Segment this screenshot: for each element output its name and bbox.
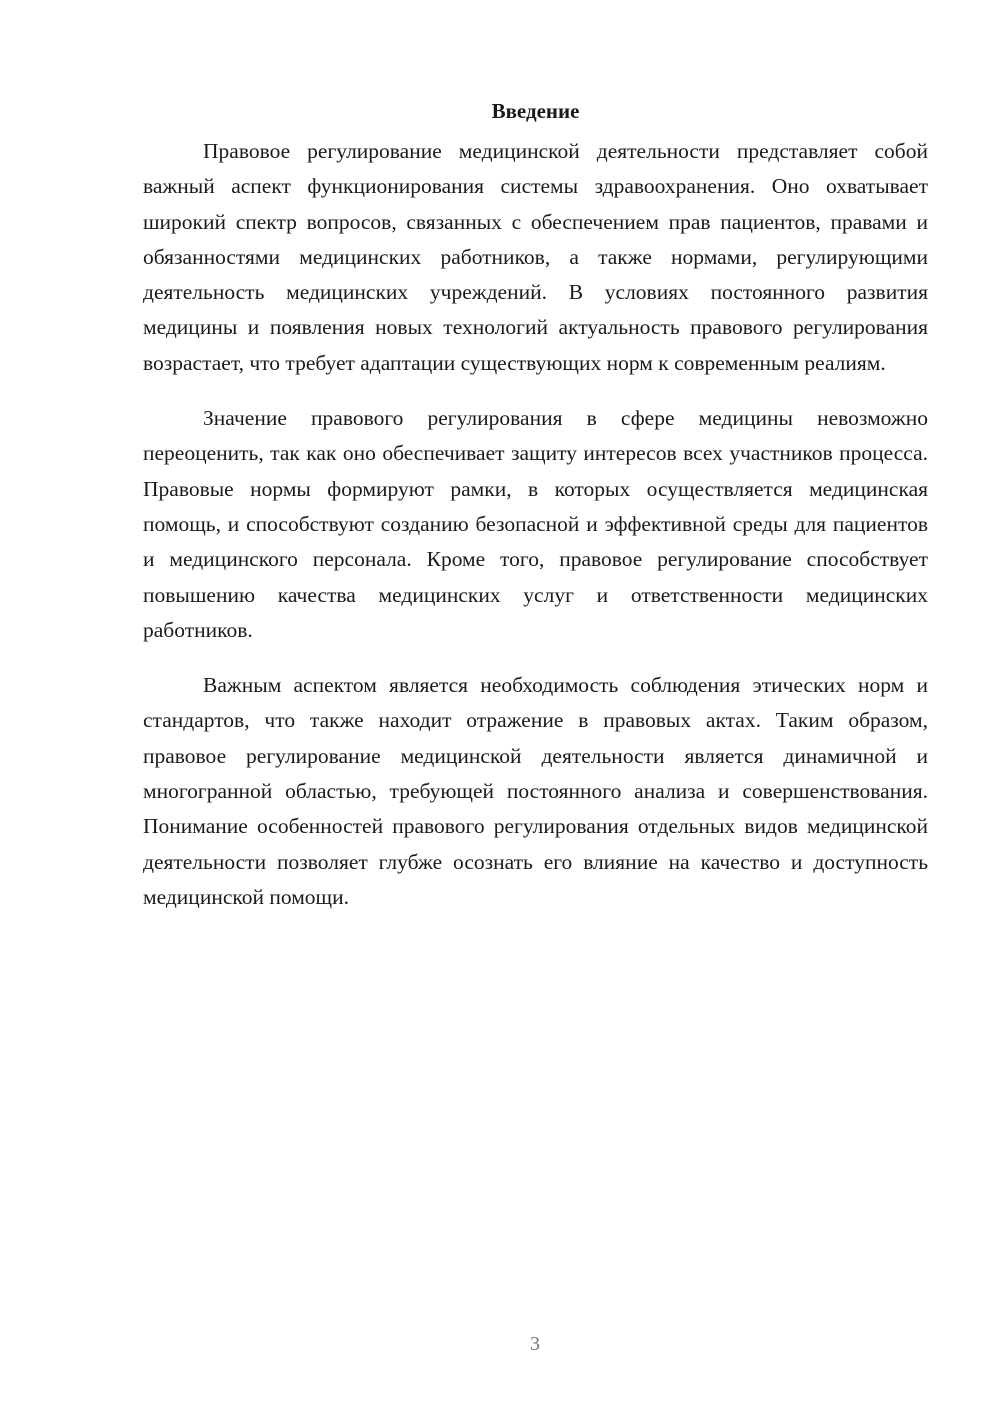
paragraph-2: Значение правового регулирования в сфере медицины невозможно переоценить, так как оно обеспечивает защиту интересов всех участников процесса. Правовые нормы формируют рамки, в которых осуществляется медицинская помощь, и способствуют созданию безопасной и эффективной среды для пациентов и медицинского персонала. Кроме того, правовое регулирование способствует повышению качества медицинских услуг и ответственности медицинских работников.	[143, 406, 928, 642]
page-content	[143, 96, 928, 935]
paragraph-1: Правовое регулирование медицинской деятельности представляет собой важный аспект функционирования системы здравоохранения. Оно охватывает широкий спектр вопросов, связанных с обеспечением прав пациентов, правами и обязанностями медицинских работников, а также нормами, регулирующими деятельность медицинских учреждений. В условиях постоянного развития медицины и появления новых технологий актуальность правового регулирования возрастает, что требует адаптации существующих норм к современным реалиям.	[143, 139, 928, 375]
section-heading: Введение	[491, 99, 580, 123]
page-number: 3	[530, 1333, 540, 1355]
paragraph-3: Важным аспектом является необходимость соблюдения этических норм и стандартов, что также находит отражение в правовых актах. Таким образом, правовое регулирование медицинской деятельности является динамичной и многогранной областью, требующей постоянного анализа и совершенствования. Понимание особенностей правового регулирования отдельных видов медицинской деятельности позволяет глубже осознать его влияние на качество и доступность медицинской помощи.	[143, 673, 928, 909]
